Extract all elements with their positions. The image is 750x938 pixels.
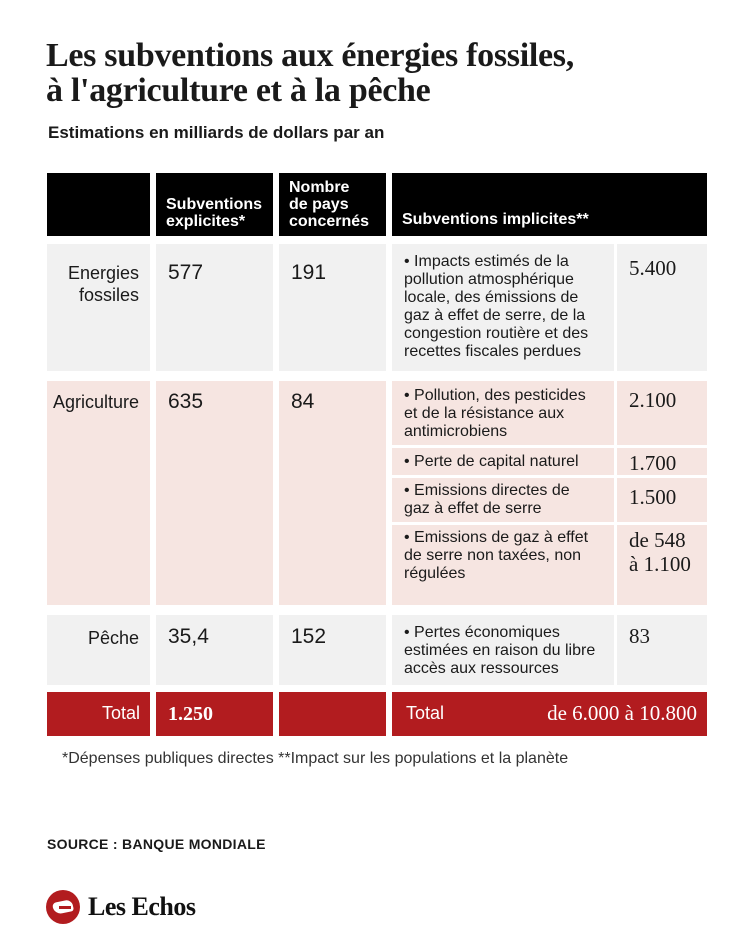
header-countries-line-2: de pays <box>289 196 349 213</box>
row-agri-explicit: 635 <box>156 381 273 605</box>
agri-item-3-amount <box>617 478 707 522</box>
brand-logo <box>46 889 195 925</box>
fish-amount: 83 <box>629 624 650 648</box>
row-energy-explicit: 577 <box>156 244 273 371</box>
row-agri-label-line-1: Agriculture <box>52 392 139 412</box>
agri-item-4-value-line-2: à 1.100 <box>629 552 691 576</box>
header-explicit <box>156 173 273 236</box>
total-countries-empty <box>279 692 386 736</box>
header-countries-line-1: Nombre <box>289 179 350 196</box>
agri-item-2-desc <box>392 448 614 475</box>
title-line-2: à l'agriculture et à la pêche <box>46 72 431 109</box>
fish-desc-line: • Pertes économiques <box>404 624 560 641</box>
agri-item-1-desc <box>392 381 614 445</box>
agri-item-4-amount <box>617 525 707 605</box>
header-countries-line-3: concernés <box>289 213 370 230</box>
agri-item-1-line: et de la résistance aux <box>404 405 565 422</box>
agri-item-1-line: • Pollution, des pesticides <box>404 387 586 404</box>
source: SOURCE : BANQUE MONDIALE <box>47 836 266 852</box>
agri-item-4-line: régulées <box>404 565 466 582</box>
header-implicit-label: Subventions implicites** <box>402 211 589 228</box>
agri-item-3-line: gaz à effet de serre <box>404 500 542 517</box>
row-fish-implicit-desc <box>392 615 614 685</box>
row-fish-countries: 152 <box>279 615 386 685</box>
agri-item-4-desc <box>392 525 614 605</box>
title-line-1: Les subventions aux énergies fossiles, <box>46 37 574 74</box>
row-energy-label <box>47 244 150 371</box>
energy-amount: 5.400 <box>629 256 677 280</box>
row-energy-label-line-2: fossiles <box>78 285 139 305</box>
agri-item-3-value: 1.500 <box>629 485 677 509</box>
footnote: *Dépenses publiques directes **Impact sur les populations et la planète <box>62 750 569 767</box>
energy-desc-line: locale, des émissions de <box>404 289 579 306</box>
header-implicit <box>392 173 707 236</box>
agri-item-2-amount <box>617 448 707 475</box>
brand-name: Les Echos <box>88 892 196 921</box>
agri-item-4-value-line-1: de 548 <box>629 528 686 552</box>
agri-item-1-amount <box>617 381 707 445</box>
header-countries <box>279 173 386 236</box>
row-fish-explicit: 35,4 <box>156 615 273 685</box>
agri-item-2-line: • Perte de capital naturel <box>404 453 579 470</box>
fish-desc-line: accès aux ressources <box>404 660 559 677</box>
row-energy-countries: 191 <box>279 244 386 371</box>
row-agri-label <box>47 381 150 605</box>
total-explicit-value: 1.250 <box>168 703 213 725</box>
les-echos-logo-icon <box>46 890 80 924</box>
total-implicit-label: Total <box>406 703 445 723</box>
row-fish-label-line-1: Pêche <box>87 628 139 648</box>
energy-desc-line: congestion routière et des <box>404 325 589 342</box>
energy-desc-line: recettes fiscales perdues <box>404 343 581 360</box>
row-fish-implicit-amount <box>617 615 707 685</box>
row-fish-label <box>47 615 150 685</box>
agri-item-2-value: 1.700 <box>629 451 677 475</box>
subtitle: Estimations en milliards de dollars par an <box>48 123 385 142</box>
agri-item-4-line: de serre non taxées, non <box>404 547 582 564</box>
header-explicit-line-2: explicites* <box>166 213 246 230</box>
agri-item-1-value: 2.100 <box>629 388 677 412</box>
energy-desc-line: • Impacts estimés de la <box>404 253 569 270</box>
row-energy-implicit-desc <box>392 244 614 371</box>
page-title <box>46 38 726 108</box>
header-explicit-line-1: Subventions <box>166 196 263 213</box>
agri-item-3-desc <box>392 478 614 522</box>
agri-item-4-line: • Emissions de gaz à effet <box>404 529 589 546</box>
fish-desc-line: estimées en raison du libre <box>404 642 596 659</box>
header-corner <box>47 173 150 236</box>
row-agri-countries: 84 <box>279 381 386 605</box>
total-label-text: Total <box>101 703 140 723</box>
total-implicit <box>392 692 707 736</box>
total-label <box>47 692 150 736</box>
row-energy-implicit-amount <box>617 244 707 371</box>
energy-desc-line: gaz à effet de serre, de la <box>404 307 586 324</box>
agri-item-1-line: antimicrobiens <box>404 423 508 440</box>
total-implicit-value: de 6.000 à 10.800 <box>547 701 697 725</box>
total-explicit <box>156 692 273 736</box>
row-energy-label-line-1: Energies <box>67 263 139 283</box>
agri-item-3-line: • Emissions directes de <box>404 482 570 499</box>
energy-desc-line: pollution atmosphérique <box>404 271 574 288</box>
